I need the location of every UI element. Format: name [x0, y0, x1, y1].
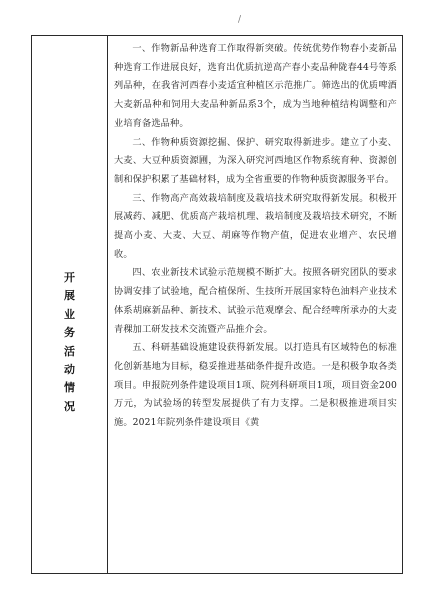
report-table	[31, 35, 403, 574]
page-mark: /	[238, 15, 242, 25]
section-label-char: 况	[64, 399, 75, 413]
paragraph-cultivation: 三、作物高产高效栽培制度及栽培技术研究取得新发展。积极开展减药、减肥、优质高产栽培机理、栽培制度及栽培技术研究，不断提高小麦、大麦、大豆、胡麻等作物产值，促进农业增产、农民增收。	[114, 192, 397, 260]
paragraph-demonstration: 四、农业新技术试验示范规模不断扩大。按照各研究团队的要求协调安排了试验地，配合植保所、生技所开展国家特色油料产业技术体系胡麻新品种、新技术、试验示范观摩会、配合经啤所承办的大麦青稞加工研发技术交流暨产品推介会。	[114, 267, 397, 335]
paragraph-germplasm: 二、作物种质资源挖掘、保护、研究取得新进步。建立了小麦、大麦、大豆种质资源圃，为深入研究河西地区作物系统育种、资源创制和保护积累了基础材料，成为全省重要的作物种质资源服务平台。	[114, 136, 397, 185]
section-label-char: 务	[64, 326, 75, 340]
section-label-char: 动	[64, 362, 75, 376]
section-label-char: 业	[64, 307, 75, 321]
section-label-char: 展	[64, 289, 75, 303]
paragraph-new-varieties: 一、作物新品种选育工作取得新突破。传统优势作物春小麦新品种选育工作进展良好，选育出优质抗逆高产春小麦品种陇春44号等系列品种，在我省河西春小麦适宜种植区示范推广。筛选出的优质啤酒大麦新品种和饲用大麦品种新品系3个，成为当地种植结构调整和产业培育备选品种。	[114, 43, 397, 129]
section-label-char: 情	[64, 381, 75, 395]
section-label-char: 开	[64, 271, 75, 284]
section-label	[32, 271, 107, 418]
section-label-cell	[32, 36, 108, 573]
paragraph-infrastructure: 五、科研基础设施建设获得新发展。以打造具有区域特色的标准化创新基地为目标，稳妥推进基础条件提升改造。一是积极争取各类项目。申报院列条件建设项目1项、院列科研项目1项，项目资金200万元，为试验场的转型发展提供了有力支撑。二是积极推进项目实施。2021年院列条件建设项目《黄	[114, 342, 397, 429]
section-content-cell	[108, 36, 402, 573]
section-label-char: 活	[64, 344, 75, 358]
